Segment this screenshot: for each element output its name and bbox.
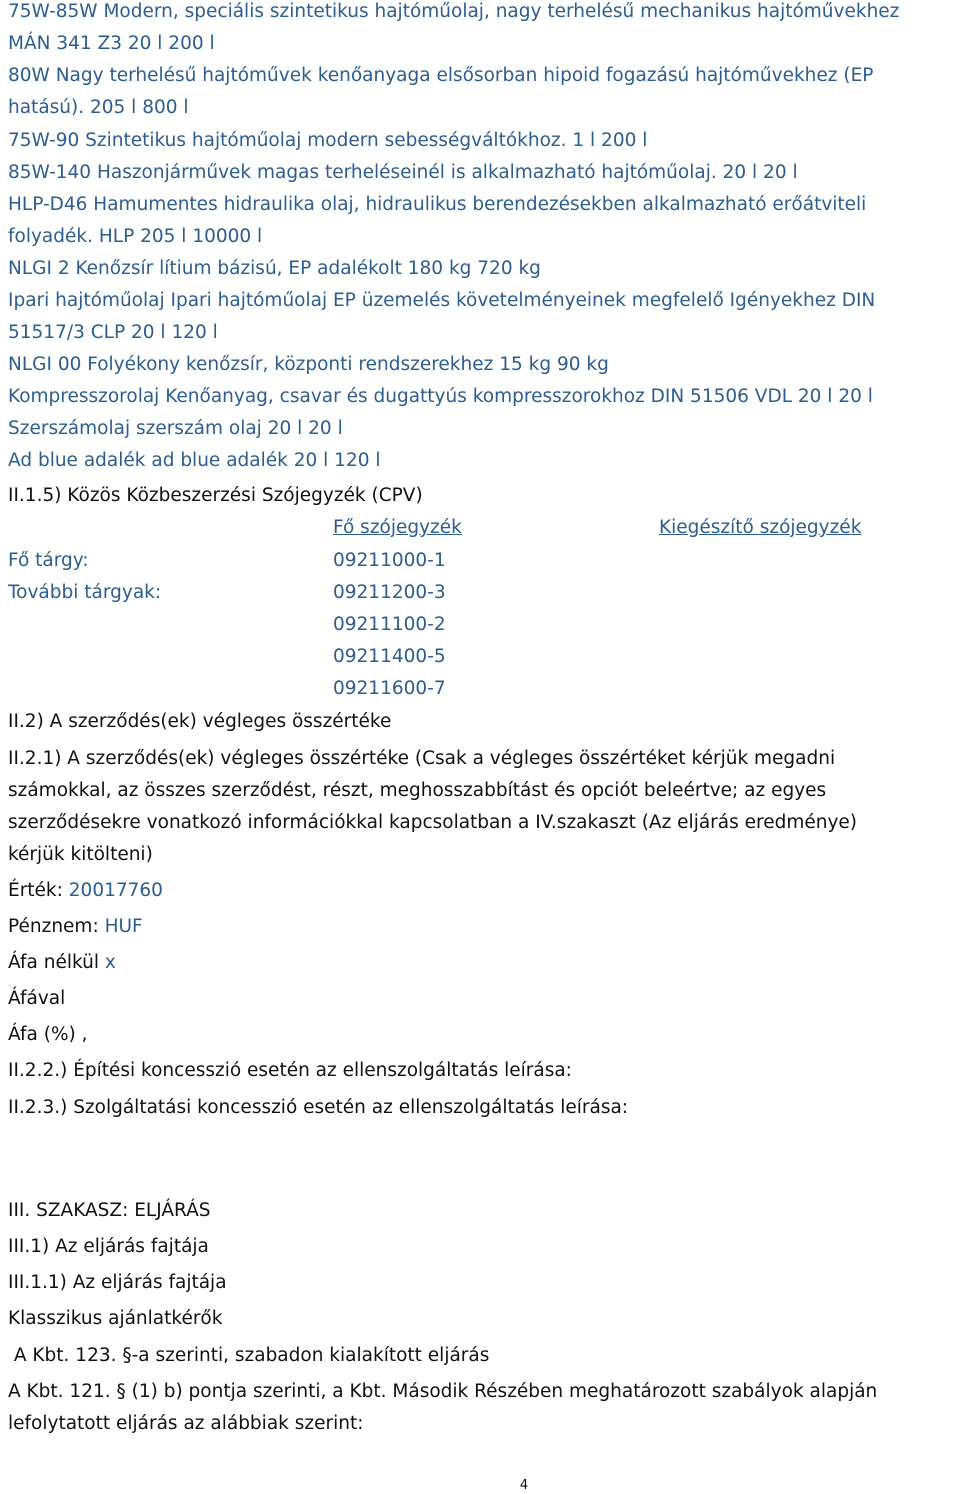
no-vat-row xyxy=(8,951,116,975)
paragraph-line: II.2.1) A szerződés(ek) végleges összértéke (Csak a végleges összértéket kérjük megadni xyxy=(8,748,836,769)
paragraph-line: számokkal, az összes szerződést, részt, meghosszabbítást és opciót beleértve; az egyes xyxy=(8,780,827,801)
procedure-type-heading: III.1) Az eljárás fajtája xyxy=(8,1236,209,1257)
currency-label: Pénznem: xyxy=(8,916,99,937)
value-row xyxy=(8,879,163,903)
no-vat-mark: x xyxy=(104,952,116,973)
cpv-main-object-label: Fő tárgy: xyxy=(8,550,89,571)
paragraph-line: szerződésekre vonatkozó információkkal kapcsolatban a IV.szakaszt (Az eljárás eredménye) xyxy=(8,812,858,833)
procedure-type-value: Klasszikus ajánlatkérők xyxy=(8,1308,223,1329)
product-line: Ad blue adalék ad blue adalék 20 l 120 l xyxy=(8,450,381,471)
cpv-other-objects-label: További tárgyak: xyxy=(8,582,162,603)
product-line: Kompresszorolaj Kenőanyag, csavar és dugattyús kompresszorokhoz DIN 51506 VDL 20 l 20 l xyxy=(8,386,873,407)
product-line: hatású). 205 l 800 l xyxy=(8,97,189,118)
product-line: 85W-140 Haszonjárművek magas terheléseinél is alkalmazható hajtóműolaj. 20 l 20 l xyxy=(8,162,798,183)
no-vat-label: Áfa nélkül xyxy=(8,952,99,973)
concession-services-line: II.2.3.) Szolgáltatási koncesszió esetén az ellenszolgáltatás leírása: xyxy=(8,1097,629,1118)
product-line: HLP-D46 Hamumentes hidraulika olaj, hidraulikus berendezésekben alkalmazható erőátviteli xyxy=(8,194,867,215)
currency-row xyxy=(8,915,143,939)
product-line: NLGI 00 Folyékony kenőzsír, központi rendszerekhez 15 kg 90 kg xyxy=(8,354,609,375)
product-line: MÁN 341 Z3 20 l 200 l xyxy=(8,33,215,54)
with-vat-label: Áfával xyxy=(8,988,66,1009)
product-line: 75W-90 Szintetikus hajtóműolaj modern sebességváltókhoz. 1 l 200 l xyxy=(8,130,648,151)
procedure-line: A Kbt. 123. §-a szerinti, szabadon kialakított eljárás xyxy=(8,1345,490,1366)
cpv-supplementary-vocabulary-header: Kiegészítő szójegyzék xyxy=(659,517,862,538)
value-amount: 20017760 xyxy=(68,880,163,901)
procedure-type-subheading: III.1.1) Az eljárás fajtája xyxy=(8,1272,227,1293)
section-heading: II.2) A szerződés(ek) végleges összértéke xyxy=(8,711,392,732)
cpv-code: 09211400-5 xyxy=(333,646,446,667)
paragraph-line: kérjük kitölteni) xyxy=(8,844,153,865)
cpv-main-vocabulary-header: Fő szójegyzék xyxy=(333,517,462,538)
vat-percent-label: Áfa (%) , xyxy=(8,1024,88,1045)
page-number: 4 xyxy=(519,1478,529,1493)
concession-works-line: II.2.2.) Építési koncesszió esetén az ellenszolgáltatás leírása: xyxy=(8,1060,572,1081)
cpv-heading: II.1.5) Közös Közbeszerzési Szójegyzék (CPV) xyxy=(8,485,423,506)
product-line: folyadék. HLP 205 l 10000 l xyxy=(8,226,263,247)
value-label: Érték: xyxy=(8,880,63,901)
product-line: Ipari hajtóműolaj Ipari hajtóműolaj EP üzemelés követelményeinek megfelelő Igényekhez DIN xyxy=(8,290,876,311)
product-line: 80W Nagy terhelésű hajtóművek kenőanyaga elsősorban hipoid fogazású hajtóművekhez (EP xyxy=(8,65,874,86)
product-line: NLGI 2 Kenőzsír lítium bázisú, EP adalékolt 180 kg 720 kg xyxy=(8,258,541,279)
procedure-line: lefolytatott eljárás az alábbiak szerint: xyxy=(8,1413,364,1434)
product-line: 51517/3 CLP 20 l 120 l xyxy=(8,322,218,343)
cpv-code: 09211100-2 xyxy=(333,614,446,635)
currency-value: HUF xyxy=(104,916,143,937)
procedure-line: A Kbt. 121. § (1) b) pontja szerinti, a Kbt. Második Részében meghatározott szabályok alapján xyxy=(8,1381,878,1402)
procedure-heading: III. SZAKASZ: ELJÁRÁS xyxy=(8,1200,211,1221)
product-line: 75W-85W Modern, speciális szintetikus hajtóműolaj, nagy terhelésű mechanikus hajtóművekhez xyxy=(8,1,900,22)
cpv-code: 09211200-3 xyxy=(333,582,446,603)
cpv-code: 09211600-7 xyxy=(333,678,446,699)
cpv-code: 09211000-1 xyxy=(333,550,446,571)
product-line: Szerszámolaj szerszám olaj 20 l 20 l xyxy=(8,418,343,439)
